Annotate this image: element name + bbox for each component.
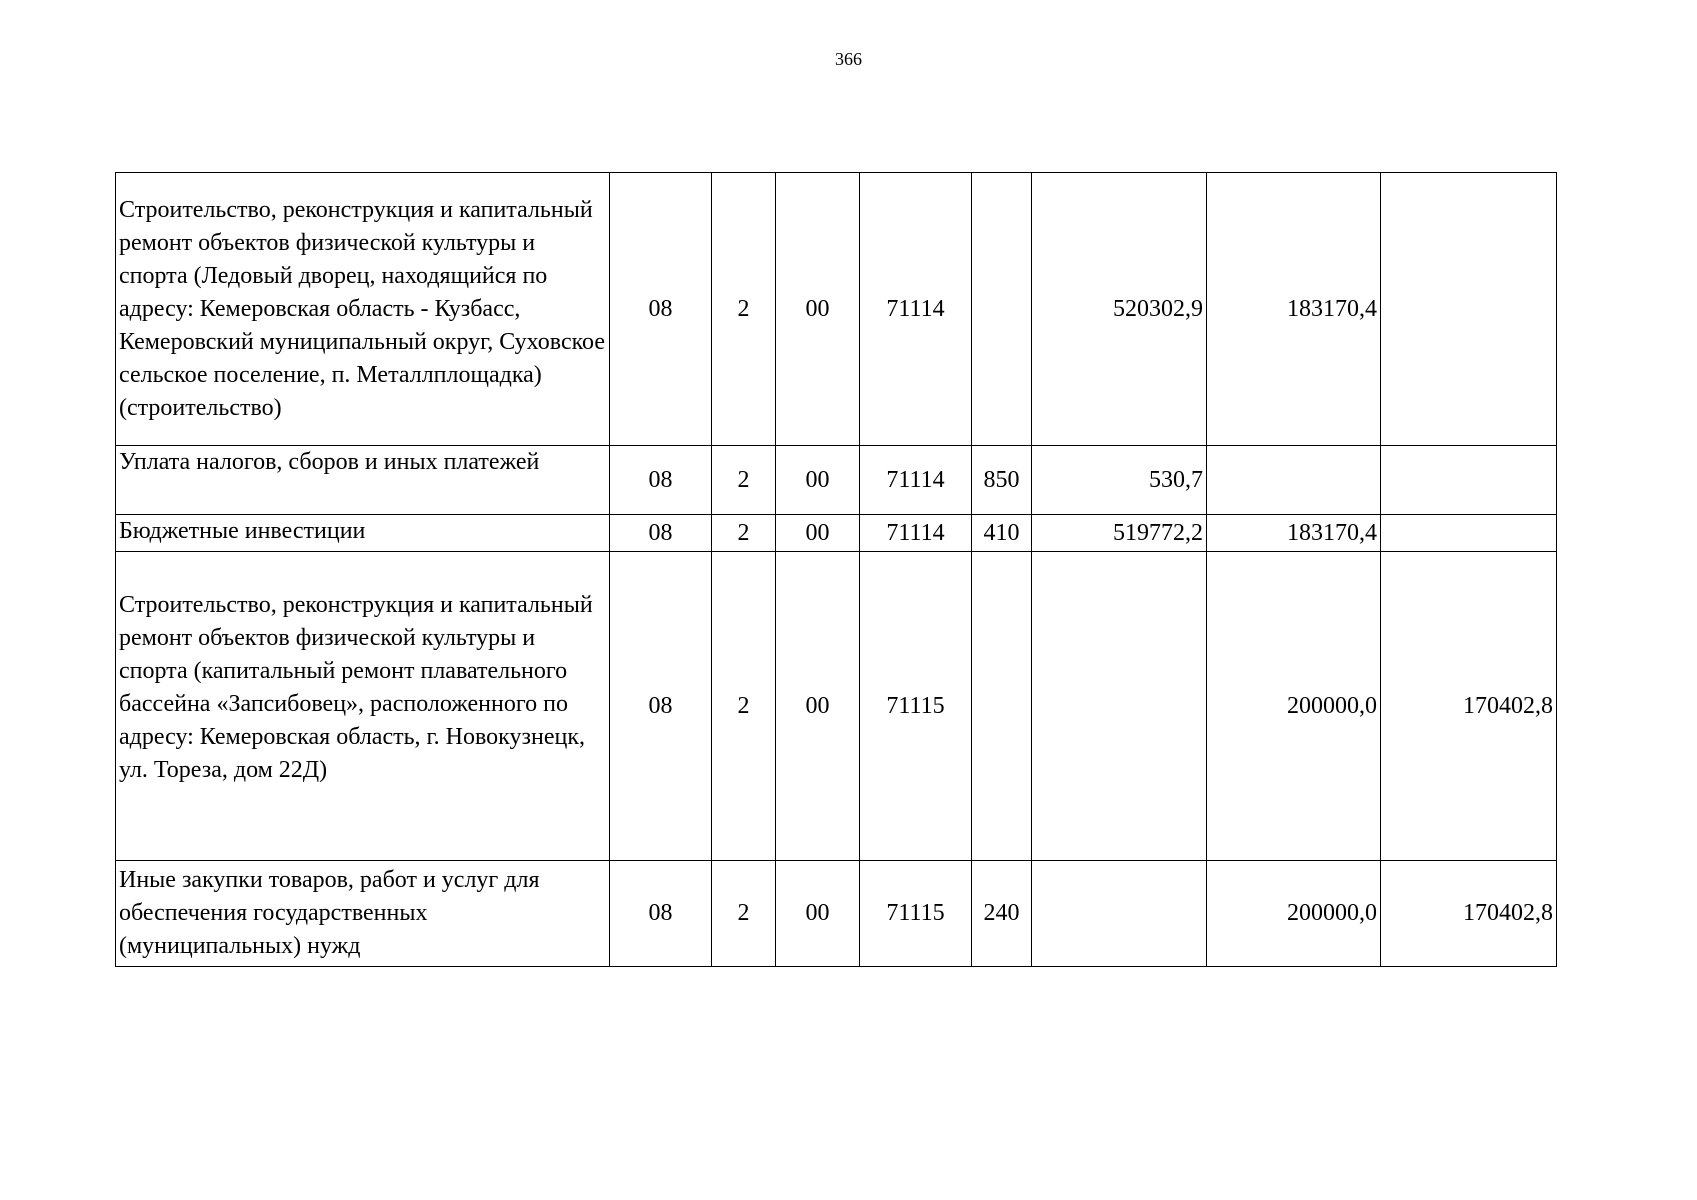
direction-code-cell: 71114 <box>860 173 972 446</box>
table-row <box>116 861 1557 967</box>
sum-year3-cell <box>1381 446 1557 515</box>
row-name-cell: Уплата налогов, сборов и иных платежей <box>116 446 610 515</box>
row-name-cell: Строительство, реконструкция и капитальный ремонт объектов физической культуры и спорта (капитальный ремонт плавательного бассейна «Запсибовец», расположенного по адресу: Кемеровская область, г. Новокузнецк, ул. Тореза, дом 22Д) <box>116 552 610 861</box>
row-name-cell: Иные закупки товаров, работ и услуг для обеспечения государственных (муниципальных) нужд <box>116 861 610 967</box>
section-code-cell: 08 <box>610 515 712 552</box>
sum-year3-cell: 170402,8 <box>1381 861 1557 967</box>
sum-year1-cell <box>1032 861 1207 967</box>
table-row <box>116 515 1557 552</box>
expense-type-cell: 240 <box>972 861 1032 967</box>
section-code-cell: 08 <box>610 552 712 861</box>
program-code-cell: 2 <box>712 861 776 967</box>
sum-year2-cell <box>1207 446 1381 515</box>
expense-type-cell: 850 <box>972 446 1032 515</box>
program-code-cell: 2 <box>712 515 776 552</box>
program-code-cell: 2 <box>712 173 776 446</box>
sum-year2-cell: 183170,4 <box>1207 173 1381 446</box>
table-row <box>116 173 1557 446</box>
direction-code-cell: 71114 <box>860 446 972 515</box>
direction-code-cell: 71115 <box>860 552 972 861</box>
subprogram-code-cell: 00 <box>776 446 860 515</box>
row-name-cell: Строительство, реконструкция и капитальный ремонт объектов физической культуры и спорта (Ледовый дворец, находящийся по адресу: Кемеровская область - Кузбасс, Кемеровский муниципальный округ, Суховское сельское поселение, п. Металлплощадка) (строительство) <box>116 173 610 446</box>
expense-type-cell <box>972 552 1032 861</box>
table-row <box>116 446 1557 515</box>
sum-year1-cell: 520302,9 <box>1032 173 1207 446</box>
expense-type-cell <box>972 173 1032 446</box>
section-code-cell: 08 <box>610 861 712 967</box>
direction-code-cell: 71115 <box>860 861 972 967</box>
sum-year1-cell: 530,7 <box>1032 446 1207 515</box>
sum-year3-cell: 170402,8 <box>1381 552 1557 861</box>
direction-code-cell: 71114 <box>860 515 972 552</box>
expense-type-cell: 410 <box>972 515 1032 552</box>
section-code-cell: 08 <box>610 446 712 515</box>
sum-year2-cell: 183170,4 <box>1207 515 1381 552</box>
sum-year1-cell: 519772,2 <box>1032 515 1207 552</box>
program-code-cell: 2 <box>712 446 776 515</box>
subprogram-code-cell: 00 <box>776 861 860 967</box>
row-name-cell: Бюджетные инвестиции <box>116 515 610 552</box>
sum-year1-cell <box>1032 552 1207 861</box>
budget-table <box>115 172 1557 967</box>
sum-year3-cell <box>1381 515 1557 552</box>
table-row <box>116 552 1557 861</box>
sum-year2-cell: 200000,0 <box>1207 552 1381 861</box>
program-code-cell: 2 <box>712 552 776 861</box>
subprogram-code-cell: 00 <box>776 552 860 861</box>
subprogram-code-cell: 00 <box>776 173 860 446</box>
section-code-cell: 08 <box>610 173 712 446</box>
subprogram-code-cell: 00 <box>776 515 860 552</box>
sum-year2-cell: 200000,0 <box>1207 861 1381 967</box>
sum-year3-cell <box>1381 173 1557 446</box>
page-number: 366 <box>835 49 862 69</box>
